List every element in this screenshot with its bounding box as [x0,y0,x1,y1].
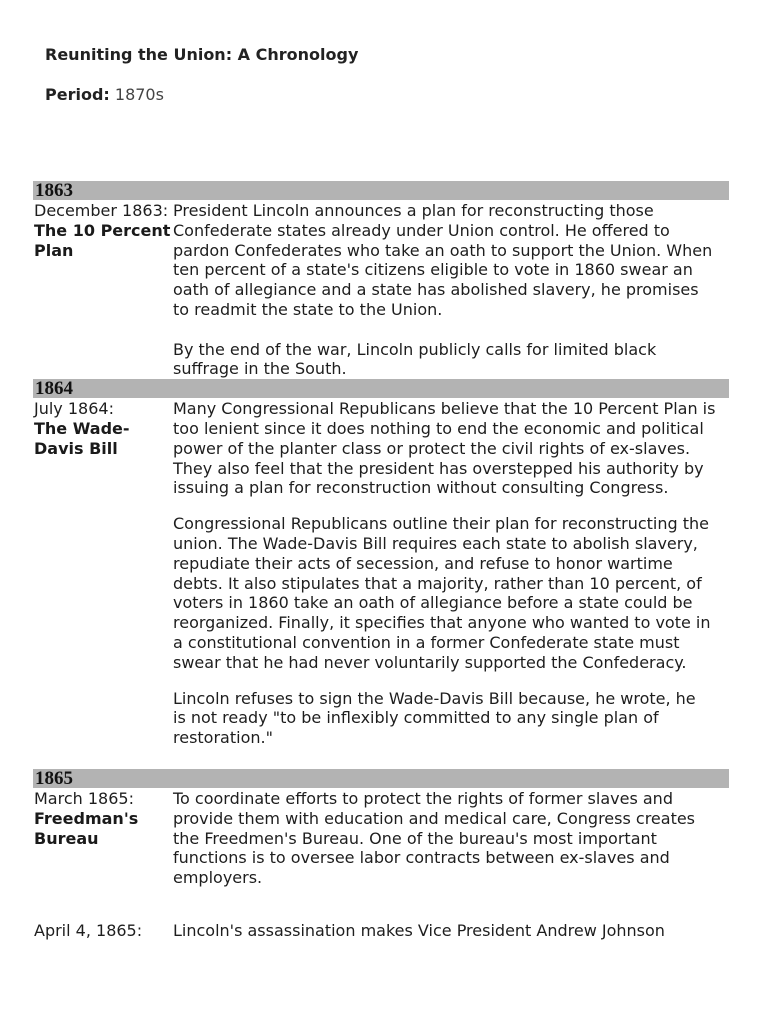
entry-date: April 4, 1865: [34,920,143,940]
year-group [33,181,729,379]
text-line: Lincoln's assassination makes Vice President Andrew Johnson [173,920,665,940]
text-line: employers. [173,868,263,888]
entry-title: Freedman's Bureau [34,808,139,848]
document-header [45,45,645,105]
period-line [45,85,645,105]
text-line: repudiate their acts of secession, and refuse to honor wartime [173,553,673,573]
entry-description [173,399,729,748]
text-line: Congressional Republicans outline their plan for reconstructing the [173,514,709,534]
entry-description [173,789,729,888]
description-paragraph [173,201,729,320]
entry-title: The Wade-Davis Bill [34,418,130,458]
text-line: They also feel that the president has overstepped his authority by [173,458,704,478]
text-line: debts. It also stipulates that a majority, rather than 10 percent, of [173,573,702,593]
text-line: President Lincoln announces a plan for reconstructing those [173,201,654,220]
text-line: Confederate states already under Union control. He offered to [173,220,670,240]
text-line: functions is to oversee labor contracts between ex-slaves and [173,848,670,868]
chronology-entry [33,920,729,941]
entry-heading [33,789,173,888]
entry-title: The 10 Percent Plan [34,220,171,260]
text-line: to readmit the state to the Union. [173,299,443,319]
year-header [33,181,729,200]
year-group [33,379,729,769]
chronology-table [33,181,729,941]
description-paragraph [173,514,729,672]
entry-date: July 1864: [34,399,114,419]
description-paragraph [173,340,729,380]
text-line: restoration." [173,728,273,748]
text-line: power of the planter class or protect the civil rights of ex-slaves. [173,438,691,458]
entry-date: March 1865: [34,788,134,808]
year-group [33,769,729,941]
text-line: Lincoln refuses to sign the Wade-Davis Bill because, he wrote, he [173,688,696,708]
entry-description [173,921,729,941]
text-line: voters in 1860 take an oath of allegiance before a state could be [173,593,693,613]
text-line: the Freedmen's Bureau. One of the bureau's most important [173,828,657,848]
chronology-entry [33,788,729,909]
description-paragraph [173,689,729,748]
description-paragraph [173,921,729,941]
description-paragraph [173,789,729,888]
text-line: pardon Confederates who take an oath to support the Union. When [173,240,713,260]
text-line: provide them with education and medical care, Congress creates [173,808,696,828]
description-paragraph [173,399,729,498]
text-line: By the end of the war, Lincoln publicly calls for limited black [173,339,657,359]
page-title: Reuniting the Union: A Chronology [45,45,359,64]
text-line: suffrage in the South. [173,359,347,379]
text-line: swear that he had never voluntarily supported the Confederacy. [173,652,687,672]
year-label: 1863 [35,180,73,201]
entry-heading [33,201,173,379]
text-line: Many Congressional Republicans believe that the 10 Percent Plan is [173,399,716,419]
text-line: issuing a plan for reconstruction without consulting Congress. [173,478,669,498]
year-header [33,379,729,398]
chronology-entry [33,200,729,379]
text-line: oath of allegiance and a state has abolished slavery, he promises [173,280,699,300]
text-line: reorganized. Finally, it specifies that anyone who wanted to vote in [173,613,711,633]
period-label: Period: [45,84,110,104]
year-header [33,769,729,788]
entry-description [173,201,729,379]
text-line: is not ready "to be inflexibly committed to any single plan of [173,708,659,728]
year-label: 1865 [35,767,73,789]
year-label: 1864 [35,378,73,400]
period-value: 1870s [114,84,164,104]
entry-heading [33,399,173,748]
text-line: union. The Wade-Davis Bill requires each state to abolish slavery, [173,533,698,553]
text-line: too lenient since it does nothing to end the economic and political [173,418,704,438]
entry-heading [33,921,173,941]
chronology-entry [33,398,729,769]
text-line: a constitutional convention in a former Confederate state must [173,632,680,652]
text-line: To coordinate efforts to protect the rights of former slaves and [173,788,673,808]
text-line: ten percent of a state's citizens eligible to vote in 1860 swear an [173,260,693,280]
entry-date: December 1863: [34,201,169,220]
